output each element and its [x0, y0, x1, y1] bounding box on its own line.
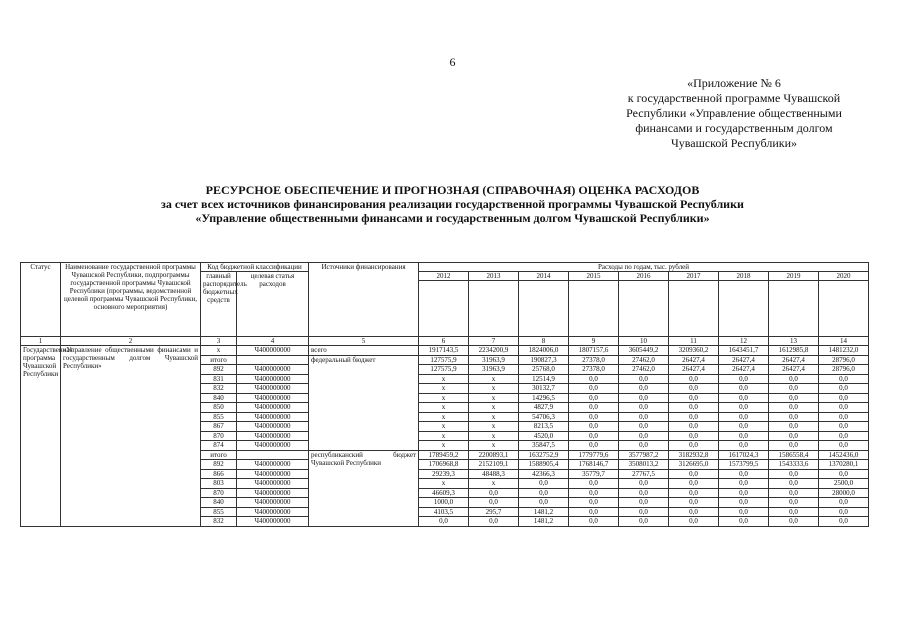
- value-cell: 26427,4: [719, 365, 769, 375]
- value-cell: 0,0: [569, 412, 619, 422]
- value-cell: 0,0: [769, 498, 819, 508]
- value-cell: 2234200,9: [469, 346, 519, 356]
- value-cell: 0,0: [669, 431, 719, 441]
- target-cell: Ч400000000: [237, 384, 309, 394]
- value-cell: 0,0: [669, 393, 719, 403]
- gr-cell: 892: [201, 460, 237, 470]
- value-cell: х: [469, 479, 519, 489]
- value-cell: 0,0: [669, 403, 719, 413]
- value-cell: 0,0: [819, 498, 869, 508]
- value-cell: 0,0: [669, 469, 719, 479]
- value-cell: 1779779,6: [569, 450, 619, 460]
- value-cell: 26427,4: [769, 365, 819, 375]
- target-cell: Ч400000000: [237, 431, 309, 441]
- value-cell: 0,0: [769, 374, 819, 384]
- value-cell: 27767,5: [619, 469, 669, 479]
- value-cell: 1481,2: [519, 507, 569, 517]
- value-cell: х: [419, 441, 469, 451]
- value-cell: 42366,3: [519, 469, 569, 479]
- value-cell: 1452436,0: [819, 450, 869, 460]
- value-cell: 0,0: [619, 403, 669, 413]
- gr-cell: 832: [201, 384, 237, 394]
- status-cell: Государственная программа Чувашской Республики: [21, 346, 61, 527]
- value-cell: 0,0: [669, 422, 719, 432]
- gr-cell: х: [201, 346, 237, 356]
- header-spacer: [819, 281, 869, 337]
- value-cell: 0,0: [619, 412, 669, 422]
- value-cell: 0,0: [819, 441, 869, 451]
- gr-cell: 803: [201, 479, 237, 489]
- value-cell: 127575,9: [419, 355, 469, 365]
- value-cell: 1481,2: [519, 517, 569, 527]
- header-year: 2019: [769, 272, 819, 281]
- header-spacer: [419, 281, 469, 337]
- value-cell: 0,0: [719, 374, 769, 384]
- value-cell: 3605449,2: [619, 346, 669, 356]
- gr-cell: итого: [201, 355, 237, 365]
- target-cell: Ч400000000: [237, 346, 309, 356]
- value-cell: 28796,0: [819, 355, 869, 365]
- value-cell: 0,0: [619, 479, 669, 489]
- header-year: 2017: [669, 272, 719, 281]
- column-number: 5: [309, 337, 419, 346]
- value-cell: 27462,0: [619, 365, 669, 375]
- page-number: 6: [449, 55, 456, 69]
- header-year: 2015: [569, 272, 619, 281]
- target-cell: Ч400000000: [237, 374, 309, 384]
- value-cell: 0,0: [719, 403, 769, 413]
- value-cell: 0,0: [819, 469, 869, 479]
- value-cell: 31963,9: [469, 365, 519, 375]
- value-cell: 1632752,9: [519, 450, 569, 460]
- value-cell: 0,0: [619, 384, 669, 394]
- gr-cell: 831: [201, 374, 237, 384]
- value-cell: х: [419, 431, 469, 441]
- value-cell: 0,0: [669, 488, 719, 498]
- header-source: Источники финансирования: [309, 263, 419, 337]
- target-cell: Ч400000000: [237, 365, 309, 375]
- value-cell: 0,0: [569, 488, 619, 498]
- value-cell: 1824006,0: [519, 346, 569, 356]
- value-cell: 1481232,0: [819, 346, 869, 356]
- value-cell: 0,0: [619, 431, 669, 441]
- value-cell: 0,0: [569, 479, 619, 489]
- target-cell: Ч400000000: [237, 412, 309, 422]
- value-cell: 0,0: [419, 517, 469, 527]
- value-cell: 0,0: [469, 488, 519, 498]
- value-cell: 190827,3: [519, 355, 569, 365]
- value-cell: 1612985,8: [769, 346, 819, 356]
- gr-cell: итого: [201, 450, 237, 460]
- value-cell: 0,0: [569, 384, 619, 394]
- value-cell: 48488,3: [469, 469, 519, 479]
- gr-cell: 855: [201, 507, 237, 517]
- value-cell: х: [419, 403, 469, 413]
- source-republic-cell: республиканский бюджет Чувашской Республики: [309, 450, 419, 526]
- source-federal-cell: федеральный бюджет: [309, 355, 419, 450]
- value-cell: 1789459,2: [419, 450, 469, 460]
- value-cell: 0,0: [819, 374, 869, 384]
- value-cell: 0,0: [619, 441, 669, 451]
- value-cell: 0,0: [769, 393, 819, 403]
- target-cell: Ч400000000: [237, 422, 309, 432]
- target-cell: Ч400000000: [237, 403, 309, 413]
- value-cell: 8213,5: [519, 422, 569, 432]
- value-cell: 26427,4: [769, 355, 819, 365]
- value-cell: 3182932,8: [669, 450, 719, 460]
- value-cell: 12514,9: [519, 374, 569, 384]
- value-cell: 1573799,5: [719, 460, 769, 470]
- value-cell: 0,0: [569, 498, 619, 508]
- appendix-line: Чувашской Республики»: [670, 136, 798, 150]
- header-row: [21, 263, 869, 272]
- value-cell: 0,0: [569, 441, 619, 451]
- title-line-1: РЕСУРСНОЕ ОБЕСПЕЧЕНИЕ И ПРОГНОЗНАЯ (СПРАВОЧНАЯ) ОЦЕНКА РАСХОДОВ: [205, 183, 700, 197]
- value-cell: 26427,4: [669, 365, 719, 375]
- value-cell: х: [469, 441, 519, 451]
- value-cell: 0,0: [519, 498, 569, 508]
- value-cell: 31963,9: [469, 355, 519, 365]
- value-cell: 1543333,6: [769, 460, 819, 470]
- expenses-table: [20, 262, 869, 527]
- value-cell: 28000,0: [819, 488, 869, 498]
- title-line-3: «Управление общественными финансами и государственным долгом Чувашской Республики»: [195, 211, 710, 225]
- table-row: [21, 346, 869, 356]
- header-year: 2020: [819, 272, 869, 281]
- value-cell: 0,0: [669, 507, 719, 517]
- value-cell: 0,0: [769, 412, 819, 422]
- value-cell: 0,0: [769, 384, 819, 394]
- value-cell: 1586558,4: [769, 450, 819, 460]
- value-cell: х: [419, 412, 469, 422]
- value-cell: 3126695,0: [669, 460, 719, 470]
- value-cell: х: [469, 384, 519, 394]
- value-cell: 0,0: [819, 403, 869, 413]
- value-cell: 0,0: [719, 507, 769, 517]
- column-number: 7: [469, 337, 519, 346]
- gr-cell: 832: [201, 517, 237, 527]
- value-cell: 0,0: [819, 412, 869, 422]
- source-cell: всего: [309, 346, 419, 356]
- value-cell: 3209360,2: [669, 346, 719, 356]
- value-cell: 0,0: [719, 422, 769, 432]
- value-cell: 0,0: [669, 441, 719, 451]
- target-cell: [237, 355, 309, 365]
- target-cell: Ч400000000: [237, 488, 309, 498]
- value-cell: 1000,0: [419, 498, 469, 508]
- value-cell: 0,0: [819, 507, 869, 517]
- value-cell: 0,0: [519, 479, 569, 489]
- value-cell: 0,0: [619, 488, 669, 498]
- value-cell: 0,0: [769, 488, 819, 498]
- value-cell: 54706,3: [519, 412, 569, 422]
- value-cell: 0,0: [619, 507, 669, 517]
- value-cell: 0,0: [769, 422, 819, 432]
- target-cell: Ч400000000: [237, 507, 309, 517]
- value-cell: 30132,7: [519, 384, 569, 394]
- column-number: 13: [769, 337, 819, 346]
- value-cell: х: [469, 374, 519, 384]
- column-number: 3: [201, 337, 237, 346]
- value-cell: 3577987,2: [619, 450, 669, 460]
- value-cell: 0,0: [719, 517, 769, 527]
- value-cell: 1706968,8: [419, 460, 469, 470]
- target-cell: Ч400000000: [237, 517, 309, 527]
- header-target: целевая статья расходов: [237, 272, 309, 337]
- column-number-row: [21, 337, 869, 346]
- column-number: 10: [619, 337, 669, 346]
- gr-cell: 840: [201, 498, 237, 508]
- value-cell: 0,0: [469, 517, 519, 527]
- value-cell: х: [419, 422, 469, 432]
- header-status: Статус: [21, 263, 61, 337]
- value-cell: 1917143,5: [419, 346, 469, 356]
- value-cell: 1617024,3: [719, 450, 769, 460]
- value-cell: 0,0: [669, 517, 719, 527]
- appendix-line: к государственной программе Чувашской: [627, 91, 841, 105]
- value-cell: 4827,9: [519, 403, 569, 413]
- value-cell: х: [419, 479, 469, 489]
- program-name-cell: «Управление общественными финансами и государственным долгом Чувашской Республики»: [61, 346, 201, 527]
- header-name: Наименование государственной программы Чувашской Республики, подпрограммы государственной программы Чувашской Республики (программы, ведомственной целевой программы Чувашской Республики, основного мероприятия): [61, 263, 201, 337]
- column-number: 1: [21, 337, 61, 346]
- value-cell: 0,0: [769, 431, 819, 441]
- value-cell: х: [469, 431, 519, 441]
- gr-cell: 870: [201, 431, 237, 441]
- value-cell: 14296,5: [519, 393, 569, 403]
- value-cell: 0,0: [819, 517, 869, 527]
- value-cell: х: [469, 403, 519, 413]
- header-spacer: [519, 281, 569, 337]
- header-year: 2018: [719, 272, 769, 281]
- header-spacer: [569, 281, 619, 337]
- header-year: 2016: [619, 272, 669, 281]
- value-cell: 0,0: [719, 488, 769, 498]
- value-cell: 0,0: [569, 422, 619, 432]
- target-cell: Ч400000000: [237, 393, 309, 403]
- value-cell: 0,0: [719, 412, 769, 422]
- value-cell: х: [469, 422, 519, 432]
- header-year: 2012: [419, 272, 469, 281]
- value-cell: 0,0: [819, 384, 869, 394]
- value-cell: 2500,0: [819, 479, 869, 489]
- value-cell: 295,7: [469, 507, 519, 517]
- value-cell: 0,0: [769, 469, 819, 479]
- gr-cell: 850: [201, 403, 237, 413]
- gr-cell: 867: [201, 422, 237, 432]
- title-line-2: за счет всех источников финансирования реализации государственной программы Чувашской Республики: [161, 197, 744, 211]
- target-cell: Ч400000000: [237, 460, 309, 470]
- value-cell: 46609,3: [419, 488, 469, 498]
- value-cell: х: [419, 393, 469, 403]
- value-cell: х: [469, 393, 519, 403]
- value-cell: х: [419, 374, 469, 384]
- value-cell: 0,0: [719, 384, 769, 394]
- header-spacer: [619, 281, 669, 337]
- value-cell: 0,0: [569, 374, 619, 384]
- column-number: 6: [419, 337, 469, 346]
- value-cell: 35847,5: [519, 441, 569, 451]
- value-cell: 1643451,7: [719, 346, 769, 356]
- value-cell: 0,0: [719, 479, 769, 489]
- value-cell: 0,0: [769, 441, 819, 451]
- value-cell: 27462,0: [619, 355, 669, 365]
- value-cell: 1807157,6: [569, 346, 619, 356]
- value-cell: 0,0: [819, 431, 869, 441]
- header-spacer: [719, 281, 769, 337]
- value-cell: 0,0: [769, 507, 819, 517]
- value-cell: 1588905,4: [519, 460, 569, 470]
- value-cell: 26427,4: [669, 355, 719, 365]
- column-number: 4: [237, 337, 309, 346]
- appendix-header: [599, 76, 869, 151]
- value-cell: 0,0: [669, 384, 719, 394]
- target-cell: Ч400000000: [237, 441, 309, 451]
- header-year: 2014: [519, 272, 569, 281]
- value-cell: 27378,0: [569, 365, 619, 375]
- value-cell: 28796,0: [819, 365, 869, 375]
- value-cell: 0,0: [619, 393, 669, 403]
- value-cell: 25768,0: [519, 365, 569, 375]
- value-cell: 0,0: [569, 517, 619, 527]
- gr-cell: 866: [201, 469, 237, 479]
- gr-cell: 840: [201, 393, 237, 403]
- target-cell: [237, 450, 309, 460]
- column-number: 11: [669, 337, 719, 346]
- value-cell: 0,0: [619, 517, 669, 527]
- document-title: [0, 183, 905, 225]
- value-cell: 0,0: [719, 393, 769, 403]
- value-cell: 0,0: [519, 488, 569, 498]
- value-cell: 0,0: [569, 507, 619, 517]
- value-cell: 0,0: [819, 422, 869, 432]
- value-cell: 1768146,7: [569, 460, 619, 470]
- value-cell: 0,0: [719, 441, 769, 451]
- value-cell: 4520,0: [519, 431, 569, 441]
- target-cell: Ч400000000: [237, 479, 309, 489]
- header-spacer: [769, 281, 819, 337]
- value-cell: х: [419, 384, 469, 394]
- value-cell: 0,0: [669, 412, 719, 422]
- value-cell: 27378,0: [569, 355, 619, 365]
- value-cell: 0,0: [619, 374, 669, 384]
- value-cell: 3508013,2: [619, 460, 669, 470]
- value-cell: 0,0: [469, 498, 519, 508]
- header-budget-code: Код бюджетной классификации: [201, 263, 309, 272]
- value-cell: 0,0: [819, 393, 869, 403]
- value-cell: 0,0: [719, 431, 769, 441]
- value-cell: 0,0: [619, 498, 669, 508]
- value-cell: 2152109,1: [469, 460, 519, 470]
- gr-cell: 874: [201, 441, 237, 451]
- gr-cell: 855: [201, 412, 237, 422]
- header-year: 2013: [469, 272, 519, 281]
- value-cell: 2200893,1: [469, 450, 519, 460]
- target-cell: Ч400000000: [237, 469, 309, 479]
- value-cell: 0,0: [719, 469, 769, 479]
- value-cell: 0,0: [769, 517, 819, 527]
- value-cell: 0,0: [569, 431, 619, 441]
- value-cell: 0,0: [669, 498, 719, 508]
- column-number: 9: [569, 337, 619, 346]
- value-cell: х: [469, 412, 519, 422]
- header-spacer: [669, 281, 719, 337]
- value-cell: 4103,5: [419, 507, 469, 517]
- value-cell: 0,0: [619, 422, 669, 432]
- value-cell: 0,0: [569, 403, 619, 413]
- appendix-line: финансами и государственным долгом: [635, 121, 833, 135]
- column-number: 2: [61, 337, 201, 346]
- value-cell: 0,0: [719, 498, 769, 508]
- column-number: 8: [519, 337, 569, 346]
- column-number: 14: [819, 337, 869, 346]
- value-cell: 35779,7: [569, 469, 619, 479]
- appendix-line: «Приложение № 6: [687, 76, 781, 90]
- value-cell: 29239,3: [419, 469, 469, 479]
- value-cell: 0,0: [769, 403, 819, 413]
- gr-cell: 870: [201, 488, 237, 498]
- value-cell: 0,0: [769, 479, 819, 489]
- value-cell: 0,0: [669, 479, 719, 489]
- value-cell: 0,0: [669, 374, 719, 384]
- header-expenses: Расходы по годам, тыс. рублей: [419, 263, 869, 272]
- value-cell: 1370280,1: [819, 460, 869, 470]
- header-gr: главный распорядитель бюджетных средств: [201, 272, 237, 337]
- header-spacer: [469, 281, 519, 337]
- value-cell: 0,0: [569, 393, 619, 403]
- value-cell: 26427,4: [719, 355, 769, 365]
- value-cell: 127575,9: [419, 365, 469, 375]
- column-number: 12: [719, 337, 769, 346]
- gr-cell: 892: [201, 365, 237, 375]
- target-cell: Ч400000000: [237, 498, 309, 508]
- appendix-line: Республики «Управление общественными: [626, 106, 842, 120]
